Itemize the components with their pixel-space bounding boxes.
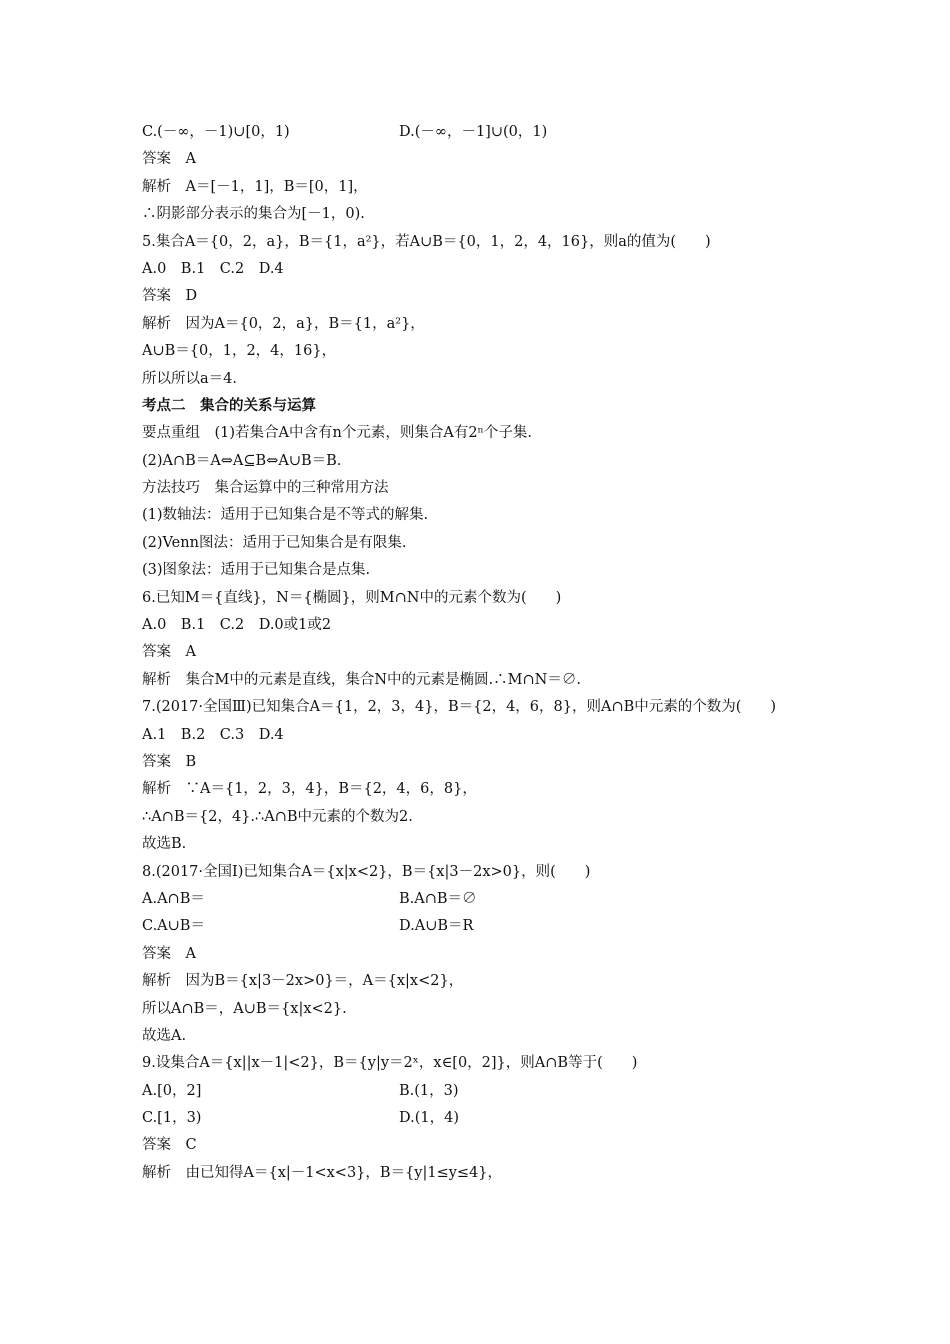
option-column-2: D.(1，4) [399,1110,459,1127]
line-text: ∴A∩B＝{2，4}.∴A∩B中元素的个数为2. [142,808,413,825]
line-text: 解析 A＝[－1，1]，B＝[0，1]， [142,178,368,195]
text-line [142,119,822,146]
text-line [142,886,822,913]
line-text: 答案 D [142,288,198,305]
text-line [142,749,822,776]
text-line [142,639,822,666]
text-line [142,1160,822,1187]
text-line [142,694,822,721]
line-text: 7.(2017·全国Ⅲ)已知集合A＝{1，2，3，4}，B＝{2，4，6，8}，则A∩B中元素的个数为( ) [142,699,777,716]
text-line [142,174,822,201]
line-text: A.[0，2] [142,1082,202,1099]
option-column-2: B.(1，3) [399,1082,459,1099]
text-line [142,366,822,393]
line-text: 答案 C [142,1137,197,1154]
text-line [142,1050,822,1077]
line-text: ∴阴影部分表示的集合为[－1，0). [142,206,365,223]
line-text: 解析 集合M中的元素是直线，集合N中的元素是椭圆.∴M∩N＝∅. [142,671,581,688]
line-text: 6.已知M＝{直线}，N＝{椭圆}，则M∩N中的元素个数为( ) [142,589,562,606]
line-text: (2)Venn图法：适用于已知集合是有限集. [142,534,407,551]
text-line [142,557,822,584]
line-text: (3)图象法：适用于已知集合是点集. [142,562,371,579]
line-text: 考点二 集合的关系与运算 [142,397,316,414]
line-text: 解析 因为B＝{x|3－2x>0}＝，A＝{x|x<2}， [142,973,464,990]
line-text: 答案 A [142,644,196,661]
line-text: (1)数轴法：适用于已知集合是不等式的解集. [142,507,429,524]
text-line [142,146,822,173]
line-text: 答案 B [142,753,197,770]
text-line [142,804,822,831]
line-text: 要点重组 (1)若集合A中含有n个元素，则集合A有2ⁿ个子集. [142,425,532,442]
text-line [142,913,822,940]
text-line [142,1078,822,1105]
text-line [142,530,822,557]
text-line [142,256,822,283]
line-text: (2)A∩B＝A⇔A⊆B⇔A∪B＝B. [142,452,342,469]
text-line [142,612,822,639]
line-text: 解析 因为A＝{0，2，a}，B＝{1，a²}， [142,315,425,332]
line-text: 故选B. [142,836,187,853]
document-body [142,119,822,1187]
section-heading [142,393,822,420]
line-text: A.A∩B＝ [142,890,205,907]
line-text: C.(－∞，－1)∪[0，1) [142,124,290,140]
text-line [142,420,822,447]
line-text: A.0 B.1 C.2 D.4 [142,260,284,277]
line-text: 8.(2017·全国Ⅰ)已知集合A＝{x|x<2}，B＝{x|3－2x>0}，则( ) [142,863,591,880]
text-line [142,1023,822,1050]
line-text: 所以A∩B＝，A∪B＝{x|x<2}. [142,1000,347,1017]
text-line [142,475,822,502]
text-line [142,1132,822,1159]
text-line [142,502,822,529]
line-text: A.0 B.1 C.2 D.0或1或2 [142,617,332,634]
text-line [142,283,822,310]
text-line [142,968,822,995]
text-line [142,448,822,475]
line-text: 9.设集合A＝{x||x－1|<2}，B＝{y|y＝2ˣ，x∈[0，2]}，则A∩B等于( ) [142,1055,638,1072]
text-line [142,1105,822,1132]
line-text: 故选A. [142,1027,187,1044]
text-line [142,831,822,858]
text-line [142,996,822,1023]
line-text: 解析 由已知得A＝{x|－1<x<3}，B＝{y|1≤y≤4}， [142,1164,503,1181]
option-column-2: D.(－∞，－1]∪(0，1) [399,124,548,140]
text-line [142,338,822,365]
text-line [142,722,822,749]
text-line [142,311,822,338]
option-column-2: B.A∩B＝∅ [399,890,477,907]
text-line [142,667,822,694]
line-text: 所以所以a＝4. [142,370,237,387]
option-column-2: D.A∪B＝R [399,918,474,935]
text-line [142,859,822,886]
text-line [142,941,822,968]
line-text: A.1 B.2 C.3 D.4 [142,726,284,743]
line-text: A∪B＝{0，1，2，4，16}， [142,343,337,360]
line-text: 答案 A [142,151,196,168]
line-text: 解析 ∵A＝{1，2，3，4}，B＝{2，4，6，8}， [142,781,477,798]
line-text: C.A∪B＝ [142,918,205,935]
line-text: 5.集合A＝{0，2，a}，B＝{1，a²}，若A∪B＝{0，1，2，4，16}，则a的值为( ) [142,233,711,250]
text-line [142,201,822,228]
line-text: 方法技巧 集合运算中的三种常用方法 [142,480,389,497]
line-text: 答案 A [142,945,196,962]
text-line [142,585,822,612]
line-text: C.[1，3) [142,1110,202,1127]
text-line [142,776,822,803]
text-line [142,229,822,256]
